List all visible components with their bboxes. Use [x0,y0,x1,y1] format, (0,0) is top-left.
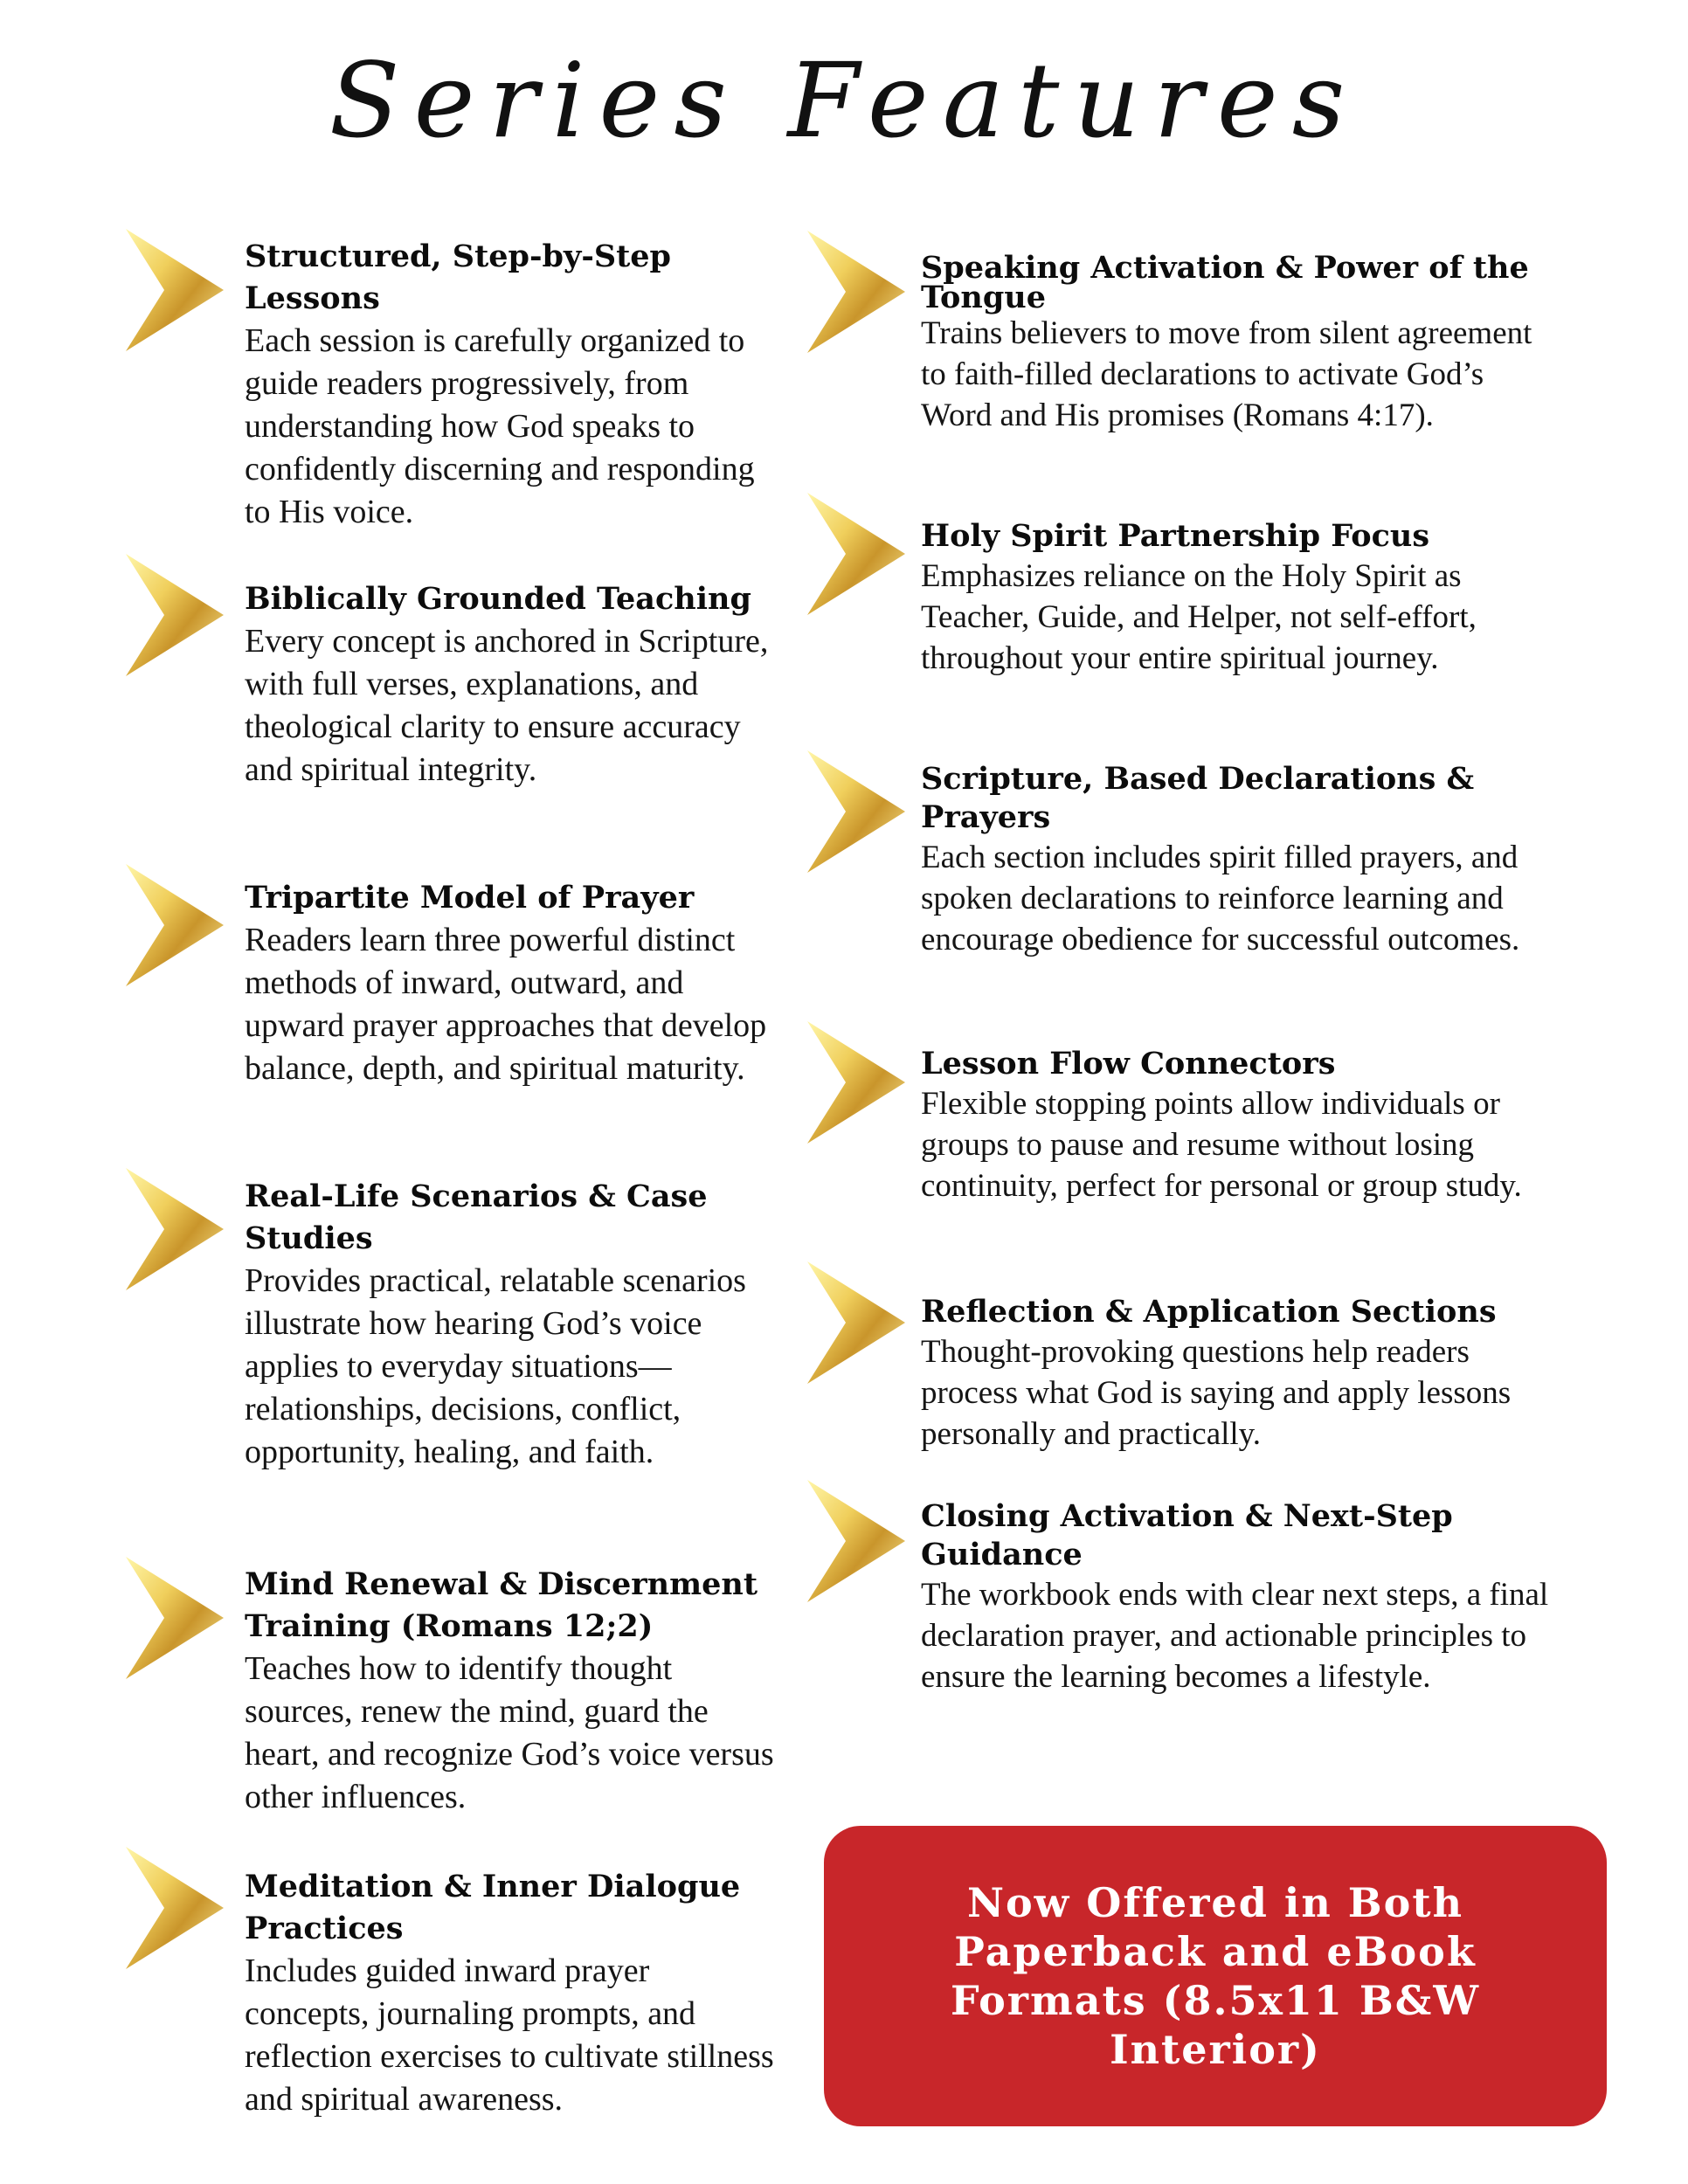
gold-chevron-icon [119,1165,227,1294]
banner-text: Now Offered in Both Paperback and eBook Formats (8.5x11 B&W Interior) [950,1879,1480,2073]
gold-chevron-icon [800,489,909,619]
feature-heading: Reflection & Application Sections [921,1294,1497,1330]
feature-heading: Biblically Grounded Teaching [245,581,751,617]
gold-chevron-icon [119,550,227,680]
feature-heading: Meditation & Inner Dialogue Practices [245,1869,741,1946]
gold-chevron-icon [800,1018,909,1147]
feature-heading: Real-Life Scenarios & Case Studies [245,1178,708,1256]
feature-description: Every concept is anchored in Scripture, with full verses, explanations, and theological clarity to ensure accuracy and spiritual integrity. [245,623,769,788]
feature-description: Readers learn three powerful distinct methods of inward, outward, and upward prayer approaches that develop balance, depth, and spiritual maturity. [245,922,767,1087]
gold-chevron-icon [800,747,909,876]
feature-description: Each section includes spirit filled prayers, and spoken declarations to reinforce learning and encourage obedience for successful outcomes. [921,840,1520,957]
feature-description: Provides practical, relatable scenarios illustrate how hearing God’s voice applies to everyday situations—relationships, decisions, conflict, opportunity, healing, and faith. [245,1262,746,1470]
feature-heading: Mind Renewal & Discernment Training (Romans 12;2) [245,1566,758,1644]
feature-heading: Lesson Flow Connectors [921,1046,1336,1082]
gold-chevron-icon [800,1476,909,1606]
feature-description: Emphasizes reliance on the Holy Spirit as Teacher, Guide, and Helper, not self-effort, throughout your entire spiritual journey. [921,558,1477,676]
feature-description: Includes guided inward prayer concepts, journaling prompts, and reflection exercises to cultivate stillness and spiritual awareness. [245,1952,774,2118]
feature-description: Teaches how to identify thought sources, renew the mind, guard the heart, and recognize God’s voice versus other influences. [245,1650,774,1815]
feature-description: Trains believers to move from silent agreement to faith-filled declarations to activate God’s Word and His promises (Romans 4:17). [921,315,1532,433]
gold-chevron-icon [119,1843,227,1973]
feature-description: Flexible stopping points allow individuals or groups to pause and resume without losing continuity, perfect for personal or group study. [921,1086,1522,1204]
feature-description: The workbook ends with clear next steps, a final declaration prayer, and actionable principles to ensure the learning becomes a lifestyle. [921,1577,1549,1695]
gold-chevron-icon [119,225,227,355]
feature-heading: Tripartite Model of Prayer [245,880,695,916]
page-title: Series Features [329,40,1359,161]
feature-heading: Speaking Activation & Power of the Tongue [921,250,1529,315]
feature-heading: Scripture, Based Declarations & Prayers [921,761,1475,835]
gold-chevron-icon [119,1553,227,1683]
feature-heading: Structured, Step-by-Step Lessons [245,238,672,316]
feature-heading: Closing Activation & Next-Step Guidance [921,1498,1453,1572]
feature-heading: Holy Spirit Partnership Focus [921,518,1430,554]
format-offer-banner [824,1826,1607,2126]
feature-description: Thought-provoking questions help readers process what God is saying and apply lessons personally and practically. [921,1334,1512,1452]
feature-description: Each session is carefully organized to guide readers progressively, from understanding how God speaks to confidently discerning and responding to His voice. [245,322,755,530]
gold-chevron-icon [800,1258,909,1387]
gold-chevron-icon [119,860,227,990]
gold-chevron-icon [800,227,909,356]
